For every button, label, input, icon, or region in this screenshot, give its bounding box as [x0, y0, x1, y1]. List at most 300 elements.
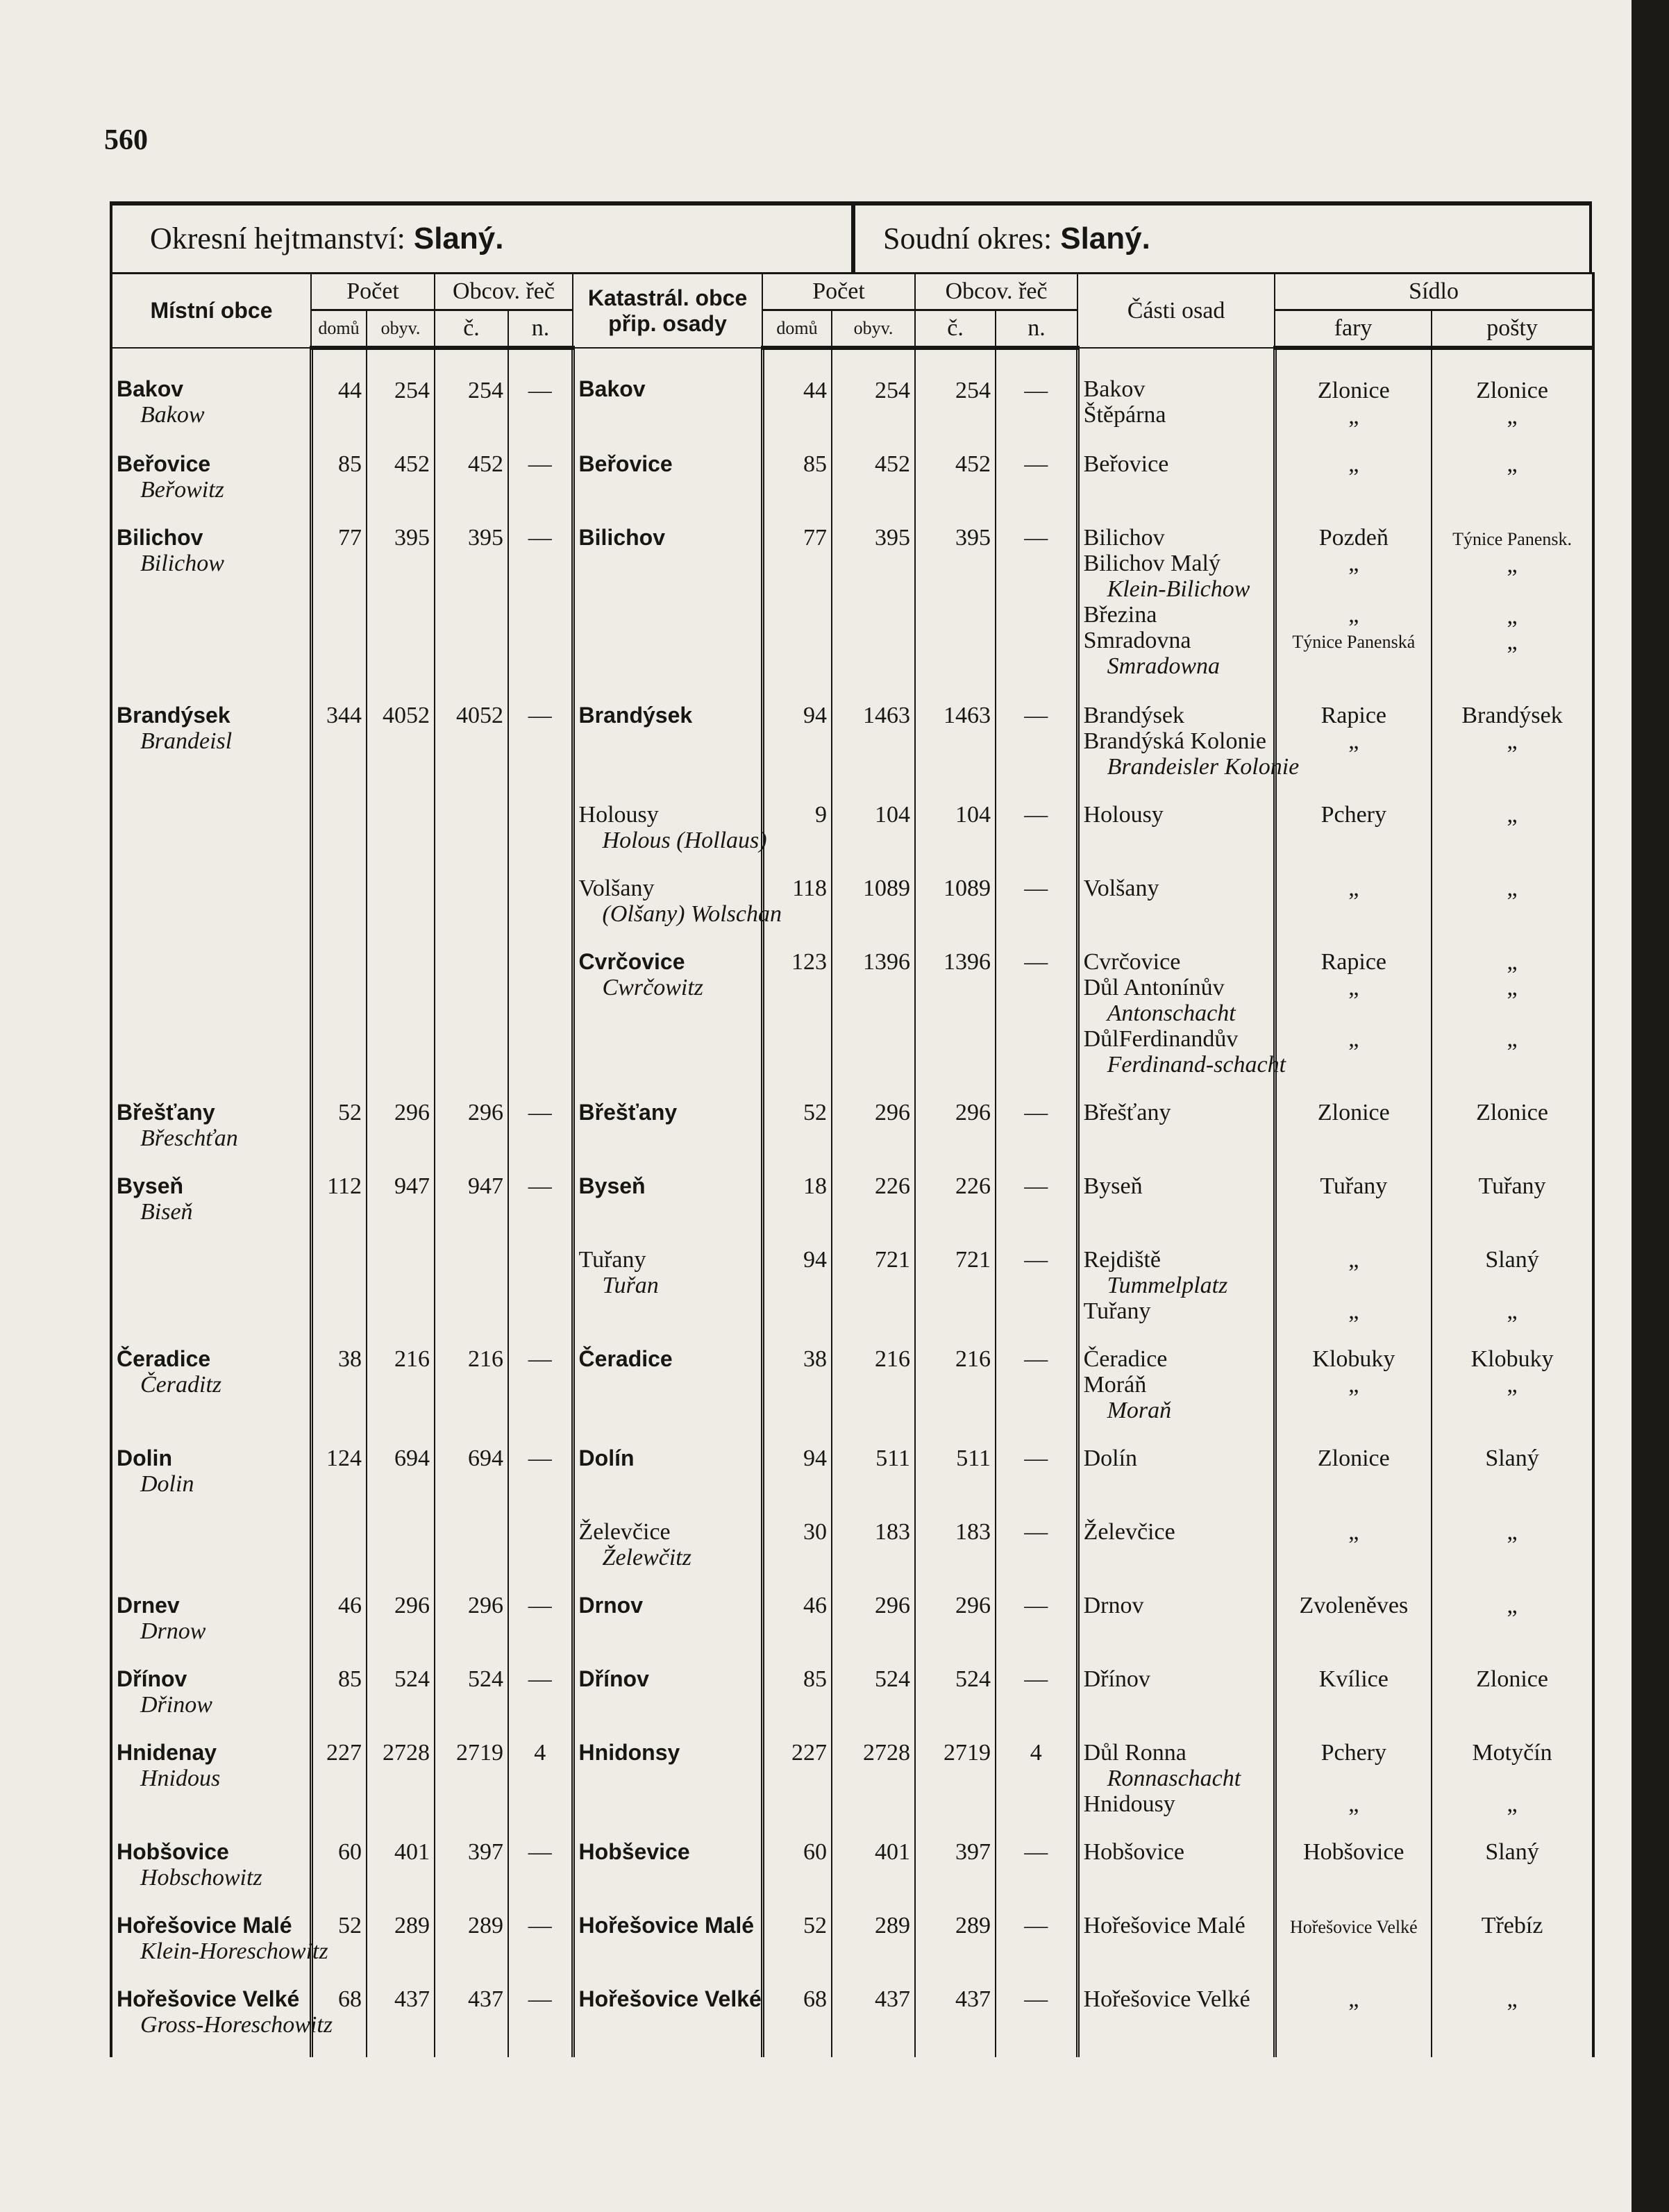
table-row [111, 1443, 1593, 1516]
katastr-n-cell [996, 1516, 1077, 1590]
katastr-n-cell [996, 1984, 1077, 2057]
cast-name: DůlFerdinandův [1083, 1026, 1239, 1052]
casti-cell [1077, 1737, 1275, 1836]
obec-n: — [528, 1446, 552, 1471]
katastr-c: 524 [955, 1666, 991, 1692]
col-posty: pošty [1432, 310, 1593, 349]
katastr-cell [573, 522, 762, 700]
obec-name: Hobšovice [117, 1839, 229, 1864]
katastr-c-cell [915, 799, 996, 873]
obec-c: 437 [468, 1986, 504, 2012]
obec-obyv-cell [367, 1836, 435, 1910]
obec-c-cell [435, 1244, 508, 1343]
obec-n-cell [508, 1984, 573, 2057]
obec-c-cell [435, 873, 508, 946]
mistni-obec-cell [111, 1516, 311, 1590]
obec-domu-cell [311, 1343, 367, 1443]
obec-obyv: 947 [394, 1173, 430, 1199]
katastr-domu: 77 [803, 525, 828, 551]
fary-value: Zvoleněves [1299, 1593, 1409, 1618]
table-row [111, 1516, 1593, 1590]
mistni-obec-cell [111, 873, 311, 946]
casti-cell [1077, 799, 1275, 873]
katastr-c: 289 [955, 1913, 991, 1938]
posty-cell [1432, 1097, 1593, 1171]
katastr-name: Tuřany [578, 1247, 646, 1273]
posty-value: Zlonice [1476, 1100, 1548, 1125]
katastr-domu: 18 [803, 1173, 828, 1199]
katastr-n: — [1024, 1839, 1048, 1865]
katastr-n-cell [996, 348, 1077, 449]
table-row [111, 1737, 1593, 1836]
posty-cell [1432, 348, 1593, 449]
katastr-c-cell [915, 522, 996, 700]
katastr-domu-cell [762, 1664, 832, 1737]
katastr-obyv-cell [832, 1343, 915, 1443]
fary-value: „ [1348, 451, 1359, 477]
fary-cell [1275, 946, 1432, 1097]
posty-value: „ [1507, 1986, 1518, 2012]
obec-n-cell [508, 522, 573, 700]
katastr-cell [573, 873, 782, 946]
census-table [110, 272, 1595, 2057]
obec-obyv-cell [367, 1590, 435, 1664]
obec-obyv-cell [367, 1343, 435, 1443]
posty-cell [1432, 1664, 1593, 1737]
table-row [111, 1910, 1593, 1984]
posty-value: „ [1507, 1372, 1518, 1398]
fary-cell [1275, 1910, 1432, 1984]
katastr-n: — [1024, 1593, 1048, 1618]
fary-value: „ [1348, 975, 1359, 1000]
katastr-c: 397 [955, 1839, 991, 1865]
obec-name-de: Biseň [140, 1199, 193, 1225]
katastr-cell [573, 1910, 762, 1984]
fary-cell [1275, 1443, 1432, 1516]
posty-value: „ [1507, 1791, 1518, 1817]
cast-name: Cvrčovice [1083, 949, 1181, 975]
katastr-n-cell [996, 1910, 1077, 1984]
katastr-cell [573, 348, 762, 449]
katastr-domu: 60 [803, 1839, 828, 1865]
katastr-cell [573, 1343, 762, 1443]
fary-value: „ [1348, 1026, 1359, 1052]
mistni-obec-cell [111, 1590, 311, 1664]
fary-cell [1275, 1171, 1432, 1244]
soudni-label: Soudní okres: [883, 221, 1052, 255]
katastr-c: 1463 [943, 703, 991, 728]
katastr-cell [573, 799, 767, 873]
fary-value: „ [1348, 403, 1359, 429]
fary-value: Tuřany [1320, 1173, 1388, 1199]
katastr-c: 437 [955, 1986, 991, 2012]
obec-domu-cell [311, 1244, 367, 1343]
obec-c-cell [435, 522, 508, 700]
posty-value: „ [1507, 1519, 1518, 1545]
cast-name: Holousy [1083, 802, 1164, 828]
mistni-obec-cell [111, 799, 311, 873]
obec-c: 947 [468, 1173, 504, 1199]
katastr-n: — [1024, 1247, 1048, 1273]
cast-name-de: Klein-Bilichow [1107, 576, 1250, 602]
obec-name: Hořešovice Velké [117, 1986, 300, 2011]
katastr-domu-cell [762, 1244, 832, 1343]
cast-name: Břešťany [1083, 1100, 1171, 1125]
obec-name-de: Beřowitz [140, 477, 224, 503]
obec-name-de: Bakow [140, 402, 205, 428]
katastr-n: — [1024, 1519, 1048, 1545]
fary-value: „ [1348, 1986, 1359, 2012]
obec-obyv: 254 [394, 378, 430, 403]
fary-cell [1275, 522, 1432, 700]
obec-n: — [528, 703, 552, 728]
casti-cell [1077, 449, 1275, 522]
posty-cell [1432, 1910, 1593, 1984]
posty-value: „ [1507, 603, 1518, 629]
katastr-obyv-cell [832, 522, 915, 700]
katastr-domu-cell [762, 700, 832, 799]
katastr-name-de: (Olšany) Wolschan [602, 901, 782, 927]
cast-name-de: Tummelplatz [1107, 1273, 1228, 1298]
obec-c-cell [435, 1984, 508, 2057]
cast-name: Hořešovice Malé [1083, 1913, 1246, 1938]
katastr-domu-cell [762, 1171, 832, 1244]
katastr-obyv-cell [832, 1664, 915, 1737]
table-row [111, 1836, 1593, 1910]
table-row [111, 946, 1593, 1097]
table-row [111, 1590, 1593, 1664]
obec-domu-cell [311, 799, 367, 873]
obec-c-cell [435, 1836, 508, 1910]
posty-value: Klobuky [1470, 1346, 1554, 1372]
cast-name: Dolín [1083, 1446, 1138, 1471]
obec-domu: 85 [338, 1666, 362, 1692]
katastr-obyv: 2728 [863, 1740, 911, 1766]
katastr-domu: 94 [803, 1446, 828, 1471]
katastr-c-cell [915, 946, 996, 1097]
katastr-obyv: 216 [875, 1346, 911, 1372]
katastr-cell [573, 449, 762, 522]
katastr-c-cell [915, 873, 996, 946]
fary-value: Pchery [1320, 1740, 1387, 1766]
katastr-domu-cell [762, 1737, 832, 1836]
katastr-name: Hořešovice Velké [578, 1986, 762, 2011]
fary-value: „ [1348, 602, 1359, 628]
katastr-name: Bilichov [578, 525, 665, 550]
table-row [111, 700, 1593, 799]
katastr-obyv: 437 [875, 1986, 911, 2012]
mistni-obec-cell [111, 1836, 311, 1910]
katastr-c-cell [915, 700, 996, 799]
obec-c-cell [435, 348, 508, 449]
obec-n: 4 [534, 1740, 546, 1766]
fary-value: Zlonice [1317, 1100, 1390, 1125]
obec-domu-cell [311, 873, 367, 946]
col-obcov-rec: Obcov. řeč [435, 274, 573, 310]
mistni-obec-cell [111, 1097, 311, 1171]
katastr-name-de: Holous (Hollaus) [602, 828, 767, 853]
katastr-c-cell [915, 1171, 996, 1244]
okres-heading [150, 221, 503, 256]
katastr-cell [573, 1836, 762, 1910]
posty-cell [1432, 799, 1593, 873]
katastr-domu: 44 [803, 378, 828, 403]
posty-cell [1432, 700, 1593, 799]
katastr-n: — [1024, 525, 1048, 551]
katastr-domu: 52 [803, 1913, 828, 1938]
col-sidlo: Sídlo [1275, 274, 1593, 310]
katastr-name: Brandýsek [578, 703, 693, 728]
katastr-name-de: Želewčitz [602, 1545, 691, 1570]
katastr-c-cell [915, 1516, 996, 1590]
katastr-name: Břešťany [578, 1100, 678, 1125]
katastr-domu-cell [762, 449, 832, 522]
table-row [111, 449, 1593, 522]
obec-c: 216 [468, 1346, 504, 1372]
katastr-obyv: 183 [875, 1519, 911, 1545]
obec-c-cell [435, 946, 508, 1097]
katastr-n-cell [996, 1836, 1077, 1910]
katastr-c-cell [915, 1343, 996, 1443]
katastr-c: 452 [955, 451, 991, 477]
katastr-domu-cell [762, 522, 832, 700]
posty-cell [1432, 1516, 1593, 1590]
katastr-n: — [1024, 875, 1048, 901]
katastr-domu: 38 [803, 1346, 828, 1372]
obec-obyv-cell [367, 1443, 435, 1516]
obec-obyv: 296 [394, 1593, 430, 1618]
cast-name: Dřínov [1083, 1666, 1150, 1692]
obec-c: 395 [468, 525, 504, 551]
katastr-name: Drnov [578, 1593, 643, 1618]
cast-name: Bakov [1083, 376, 1146, 402]
obec-domu: 344 [326, 703, 362, 728]
katastr-n-cell [996, 522, 1077, 700]
casti-cell [1077, 1516, 1275, 1590]
posty-cell [1432, 1984, 1593, 2057]
posty-value: „ [1507, 802, 1518, 828]
katastr-n: — [1024, 1913, 1048, 1938]
katastr-n: — [1024, 1666, 1048, 1692]
obec-obyv: 524 [394, 1666, 430, 1692]
cast-name: Želevčice [1083, 1519, 1175, 1545]
posty-value: Slaný [1485, 1446, 1539, 1471]
katastr-obyv-cell [832, 1244, 915, 1343]
obec-n-cell [508, 946, 573, 1097]
katastr-n: — [1024, 1173, 1048, 1199]
obec-c-cell [435, 1097, 508, 1171]
casti-cell [1077, 1984, 1275, 2057]
katastr-obyv: 226 [875, 1173, 911, 1199]
obec-domu-cell [311, 700, 367, 799]
katastr-obyv-cell [832, 700, 915, 799]
cast-name: Hořešovice Velké [1083, 1986, 1250, 2012]
obec-n-cell [508, 1590, 573, 1664]
obec-name: Břešťany [117, 1100, 215, 1125]
obec-c-cell [435, 1590, 508, 1664]
casti-cell [1077, 873, 1275, 946]
casti-cell [1077, 1443, 1275, 1516]
katastr-c-cell [915, 1443, 996, 1516]
posty-cell [1432, 1737, 1593, 1836]
katastr-obyv-cell [832, 449, 915, 522]
obec-obyv-cell [367, 1664, 435, 1737]
posty-value: Tuřany [1478, 1173, 1546, 1199]
katastr-name: Dolín [578, 1446, 635, 1471]
katastr-n-cell [996, 946, 1077, 1097]
obec-domu-cell [311, 522, 367, 700]
katastr-c: 395 [955, 525, 991, 551]
obec-domu-cell [311, 1443, 367, 1516]
katastr-c-cell [915, 1590, 996, 1664]
posty-value: Zlonice [1476, 378, 1548, 403]
obec-obyv: 4052 [383, 703, 430, 728]
table-row [111, 1343, 1593, 1443]
katastr-cell [573, 946, 762, 1097]
katastr-c-cell [915, 1910, 996, 1984]
obec-c-cell [435, 1516, 508, 1590]
posty-value: „ [1507, 403, 1518, 429]
posty-cell [1432, 1244, 1593, 1343]
posty-cell [1432, 873, 1593, 946]
katastr-n: — [1024, 1346, 1048, 1372]
obec-c: 296 [468, 1100, 504, 1125]
obec-name-de: Drnow [140, 1618, 206, 1644]
cast-name: Tuřany [1083, 1298, 1151, 1324]
katastr-n: — [1024, 949, 1048, 975]
katastr-c: 296 [955, 1593, 991, 1618]
obec-n: — [528, 1593, 552, 1618]
cast-name-de: Antonschacht [1107, 1000, 1236, 1026]
obec-n-cell [508, 1171, 573, 1244]
cast-name: Hnidousy [1083, 1791, 1175, 1817]
cast-name: Brandýsek [1083, 703, 1184, 728]
obec-domu-cell [311, 348, 367, 449]
table-row [111, 1664, 1593, 1737]
katastr-c: 254 [955, 378, 991, 403]
posty-cell [1432, 946, 1593, 1097]
obec-n-cell [508, 873, 573, 946]
fary-cell [1275, 348, 1432, 449]
obec-n-cell [508, 1664, 573, 1737]
katastr-domu: 30 [803, 1519, 828, 1545]
katastr-obyv: 1396 [863, 949, 911, 975]
katastr-n-cell [996, 799, 1077, 873]
katastr-n: — [1024, 1100, 1048, 1125]
katastr-domu-cell [762, 946, 832, 1097]
fary-value: „ [1348, 1247, 1359, 1273]
fary-cell [1275, 1737, 1432, 1836]
fary-cell [1275, 1097, 1432, 1171]
cast-name-de: Moraň [1107, 1398, 1172, 1423]
posty-value: Slaný [1485, 1247, 1539, 1273]
mistni-obec-cell [111, 1737, 311, 1836]
cast-name: Bilichov [1083, 525, 1165, 551]
katastr-n-cell [996, 1097, 1077, 1171]
katastr-domu-cell [762, 799, 832, 873]
katastr-n-cell [996, 449, 1077, 522]
obec-obyv: 437 [394, 1986, 430, 2012]
obec-n-cell [508, 1244, 573, 1343]
col-domu-2: domů [762, 310, 832, 349]
katastr-obyv-cell [832, 799, 915, 873]
obec-domu: 60 [338, 1839, 362, 1865]
katastr-c: 721 [955, 1247, 991, 1273]
katastr-cell [573, 1590, 762, 1664]
katastr-obyv-cell [832, 1910, 915, 1984]
obec-domu: 46 [338, 1593, 362, 1618]
table-row [111, 1244, 1593, 1343]
casti-cell [1077, 348, 1275, 449]
col-mistni-obce: Místní obce [111, 274, 311, 349]
katastr-cell [573, 1516, 762, 1590]
obec-n-cell [508, 1836, 573, 1910]
katastr-n-cell [996, 700, 1077, 799]
katastr-obyv: 1463 [863, 703, 911, 728]
katastr-domu-cell [762, 1097, 832, 1171]
obec-name: Hořešovice Malé [117, 1913, 292, 1938]
obec-c-cell [435, 449, 508, 522]
fary-cell [1275, 1984, 1432, 2057]
posty-value: Slaný [1485, 1839, 1539, 1865]
table-row [111, 522, 1593, 700]
obec-name: Beřovice [117, 451, 211, 476]
katastr-c-cell [915, 348, 996, 449]
fary-cell [1275, 873, 1432, 946]
obec-n-cell [508, 1343, 573, 1443]
col-c: č. [435, 310, 508, 349]
fary-value: „ [1348, 1298, 1359, 1324]
mistni-obec-cell [111, 946, 311, 1097]
katastr-n: — [1024, 451, 1048, 477]
obec-n-cell [508, 700, 573, 799]
obec-n: — [528, 378, 552, 403]
fary-value: Klobuky [1312, 1346, 1395, 1372]
fary-cell [1275, 1516, 1432, 1590]
cast-name: Březina [1083, 602, 1157, 628]
cast-name: Moráň [1083, 1372, 1147, 1398]
obec-c: 694 [468, 1446, 504, 1471]
katastr-obyv: 1089 [863, 875, 911, 901]
table-row [111, 1984, 1593, 2057]
katastr-domu: 123 [791, 949, 828, 975]
posty-cell [1432, 1343, 1593, 1443]
katastr-n: 4 [1030, 1740, 1042, 1766]
mistni-obec-cell [111, 1984, 333, 2057]
katastr-c: 226 [955, 1173, 991, 1199]
obec-obyv: 296 [394, 1100, 430, 1125]
posty-value: Brandýsek [1461, 703, 1563, 728]
col-fary: fary [1275, 310, 1432, 349]
obec-name-de: Hnidous [140, 1766, 221, 1791]
obec-n: — [528, 1986, 552, 2012]
posty-value: Týnice Panensk. [1452, 529, 1572, 549]
obec-obyv-cell [367, 946, 435, 1097]
fary-value: Rapice [1320, 703, 1387, 728]
obec-n: — [528, 1913, 552, 1938]
obec-obyv-cell [367, 348, 435, 449]
obec-name-de: Hobschowitz [140, 1865, 262, 1891]
obec-n-cell [508, 1443, 573, 1516]
obec-c-cell [435, 1343, 508, 1443]
obec-domu-cell [311, 1664, 367, 1737]
fary-value: Hobšovice [1303, 1839, 1404, 1865]
col-n: n. [508, 310, 573, 349]
casti-cell [1077, 1171, 1275, 1244]
obec-domu: 112 [327, 1173, 362, 1199]
katastr-c: 104 [955, 802, 991, 828]
katastr-c-cell [915, 1244, 996, 1343]
